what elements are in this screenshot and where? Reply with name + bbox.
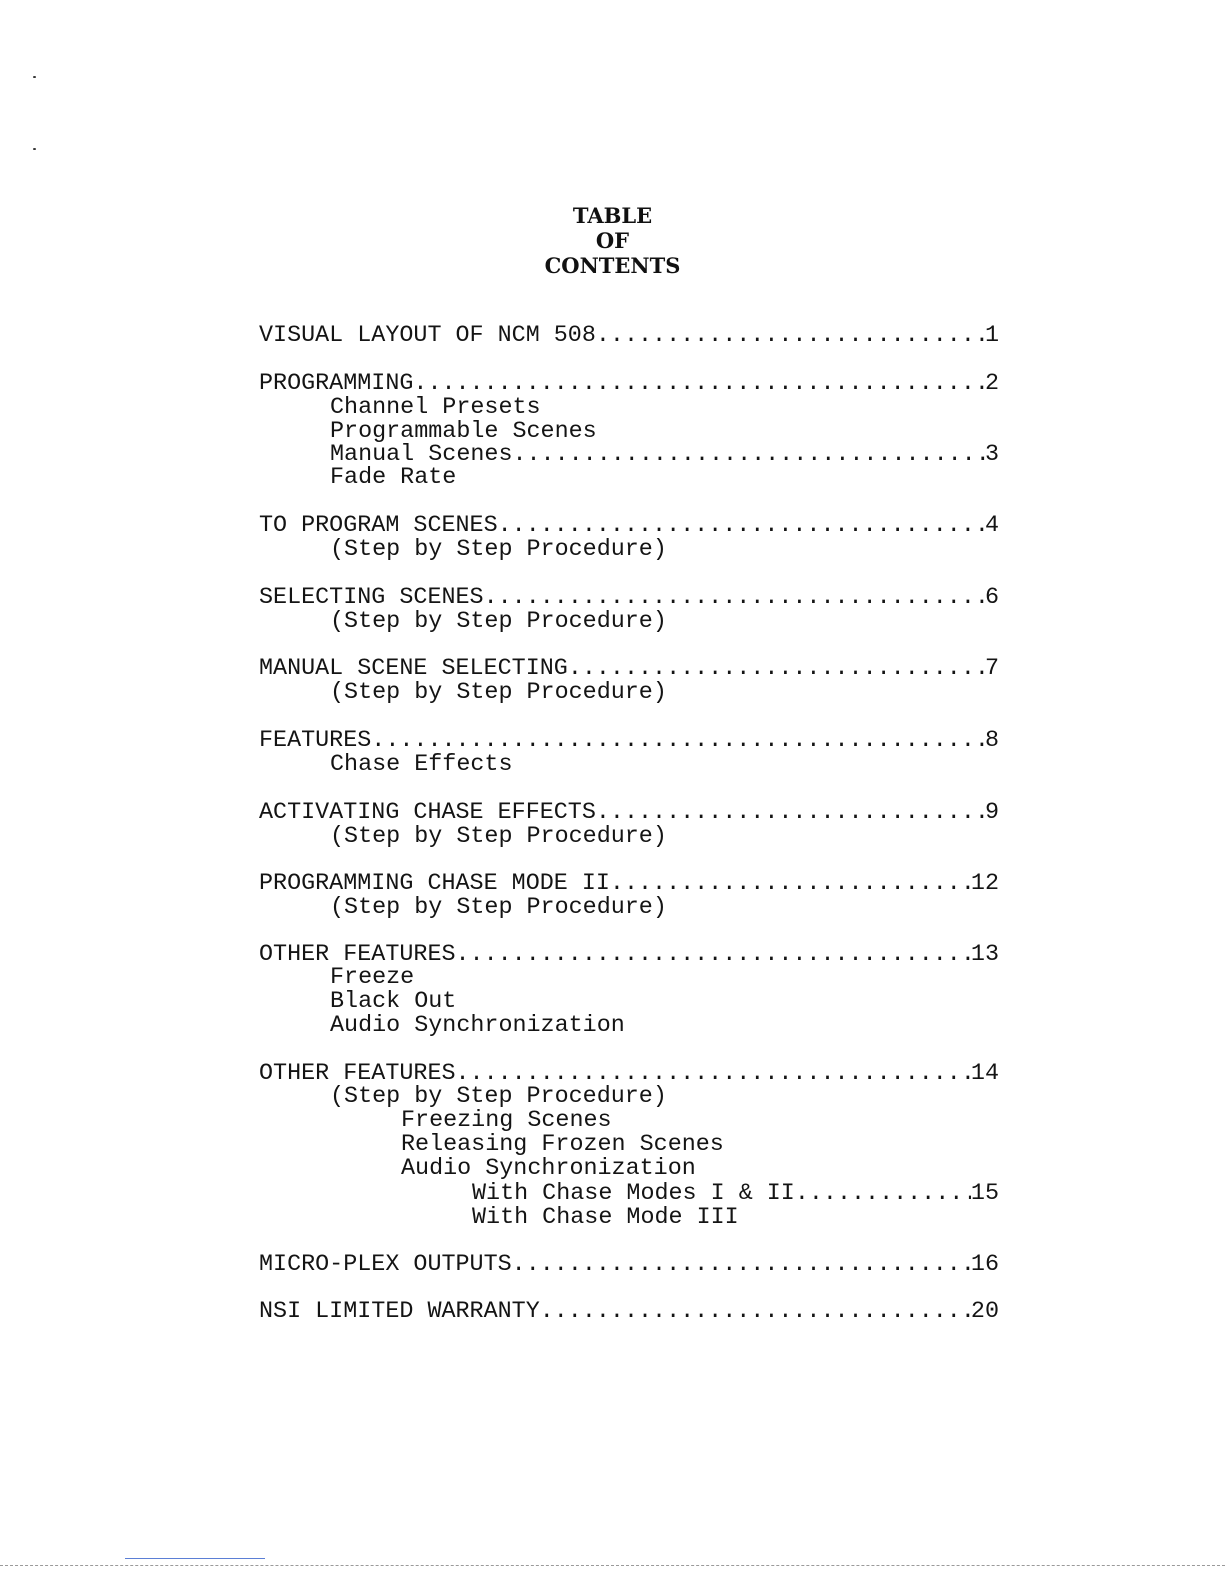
toc-entry-label: PROGRAMMING xyxy=(259,371,414,397)
toc-subitem-audio-synchronization[interactable]: Audio Synchronization xyxy=(330,1013,625,1039)
dot-leader xyxy=(512,443,984,467)
toc-page-number: 3 xyxy=(984,442,999,468)
toc-entry-label: ACTIVATING CHASE EFFECTS xyxy=(259,800,596,826)
toc-entry-activating-chase-effects[interactable] xyxy=(259,801,999,825)
toc-subitem-manual-scenes[interactable] xyxy=(330,443,999,467)
toc-page-number: 9 xyxy=(984,800,999,826)
toc-entry-manual-scene-selecting[interactable] xyxy=(259,657,999,681)
dot-leader xyxy=(596,801,985,825)
toc-entry-micro-plex-outputs[interactable] xyxy=(259,1253,999,1277)
toc-entry-label: FEATURES xyxy=(259,728,372,754)
toc-page-number: 13 xyxy=(970,942,999,968)
toc-subitem-with-chase-mode-iii[interactable]: With Chase Mode III xyxy=(472,1205,739,1231)
title-line-table: TABLE xyxy=(572,203,653,228)
scan-speck xyxy=(33,148,36,150)
toc-subitem-releasing-frozen-scenes[interactable]: Releasing Frozen Scenes xyxy=(401,1132,724,1158)
toc-entry-other-features-procedure[interactable] xyxy=(259,1062,999,1086)
toc-subitem-fade-rate[interactable]: Fade Rate xyxy=(330,465,457,491)
toc-entry-label: OTHER FEATURES xyxy=(259,942,456,968)
toc-entry-label: MANUAL SCENE SELECTING xyxy=(259,656,568,682)
dot-leader xyxy=(540,1300,971,1324)
toc-subitem-chase-effects[interactable]: Chase Effects xyxy=(330,752,513,778)
toc-entry-label: MICRO-PLEX OUTPUTS xyxy=(259,1252,512,1278)
toc-subitem-procedure: (Step by Step Procedure) xyxy=(330,537,667,563)
table-of-contents xyxy=(259,0,999,1368)
toc-subitem-programmable-scenes[interactable]: Programmable Scenes xyxy=(330,419,597,445)
dot-leader xyxy=(512,1253,971,1277)
toc-entry-to-program-scenes[interactable] xyxy=(259,514,999,538)
dot-leader xyxy=(456,1062,971,1086)
title-line-contents: CONTENTS xyxy=(544,253,681,278)
toc-entry-label: TO PROGRAM SCENES xyxy=(259,513,498,539)
toc-subitem-label: With Chase Modes I & II xyxy=(472,1181,795,1207)
toc-subitem-label: Manual Scenes xyxy=(330,442,513,468)
toc-entry-visual-layout[interactable] xyxy=(259,324,999,348)
toc-page-number: 14 xyxy=(970,1061,999,1087)
toc-subitem-procedure: (Step by Step Procedure) xyxy=(330,680,667,706)
toc-entry-label: OTHER FEATURES xyxy=(259,1061,456,1087)
dot-leader xyxy=(413,372,985,396)
dot-leader xyxy=(484,586,985,610)
toc-subitem-procedure: (Step by Step Procedure) xyxy=(330,1084,667,1110)
toc-subitem-procedure: (Step by Step Procedure) xyxy=(330,895,667,921)
toc-subitem-freeze[interactable]: Freeze xyxy=(330,965,415,991)
toc-page-number: 6 xyxy=(984,585,999,611)
scan-edge-line xyxy=(0,1565,1225,1566)
toc-page-number: 15 xyxy=(970,1181,999,1207)
dot-leader xyxy=(498,514,985,538)
toc-entry-programming[interactable] xyxy=(259,372,999,396)
toc-subitem-black-out[interactable]: Black Out xyxy=(330,989,457,1015)
title-line-of: OF xyxy=(595,228,630,253)
toc-subitem-procedure: (Step by Step Procedure) xyxy=(330,609,667,635)
toc-entry-label: NSI LIMITED WARRANTY xyxy=(259,1299,540,1325)
dot-leader xyxy=(795,1182,971,1206)
toc-entry-nsi-limited-warranty[interactable] xyxy=(259,1300,999,1324)
toc-page-number: 1 xyxy=(984,323,999,349)
scan-edge-mark xyxy=(125,1558,265,1559)
toc-entry-label: SELECTING SCENES xyxy=(259,585,484,611)
scan-speck xyxy=(33,76,36,78)
dot-leader xyxy=(596,324,985,348)
dot-leader xyxy=(456,943,971,967)
toc-page-number: 20 xyxy=(970,1299,999,1325)
dot-leader xyxy=(371,729,985,753)
toc-page-number: 4 xyxy=(984,513,999,539)
dot-leader xyxy=(610,872,971,896)
toc-subitem-freezing-scenes[interactable]: Freezing Scenes xyxy=(401,1108,612,1134)
toc-subitem-procedure: (Step by Step Procedure) xyxy=(330,824,667,850)
toc-entry-programming-chase-mode-ii[interactable] xyxy=(259,872,999,896)
toc-subitem-with-chase-modes-i-ii[interactable] xyxy=(472,1182,999,1206)
dot-leader xyxy=(568,657,985,681)
toc-page-number: 8 xyxy=(984,728,999,754)
toc-entry-label: PROGRAMMING CHASE MODE II xyxy=(259,871,610,897)
toc-subitem-audio-synchronization[interactable]: Audio Synchronization xyxy=(401,1156,696,1182)
toc-entry-features[interactable] xyxy=(259,729,999,753)
toc-page-number: 16 xyxy=(970,1252,999,1278)
toc-entry-other-features[interactable] xyxy=(259,943,999,967)
toc-page-number: 7 xyxy=(984,656,999,682)
toc-subitem-channel-presets[interactable]: Channel Presets xyxy=(330,395,541,421)
toc-entry-selecting-scenes[interactable] xyxy=(259,586,999,610)
toc-page-number: 2 xyxy=(984,371,999,397)
toc-page-number: 12 xyxy=(970,871,999,897)
toc-entry-label: VISUAL LAYOUT OF NCM 508 xyxy=(259,323,596,349)
